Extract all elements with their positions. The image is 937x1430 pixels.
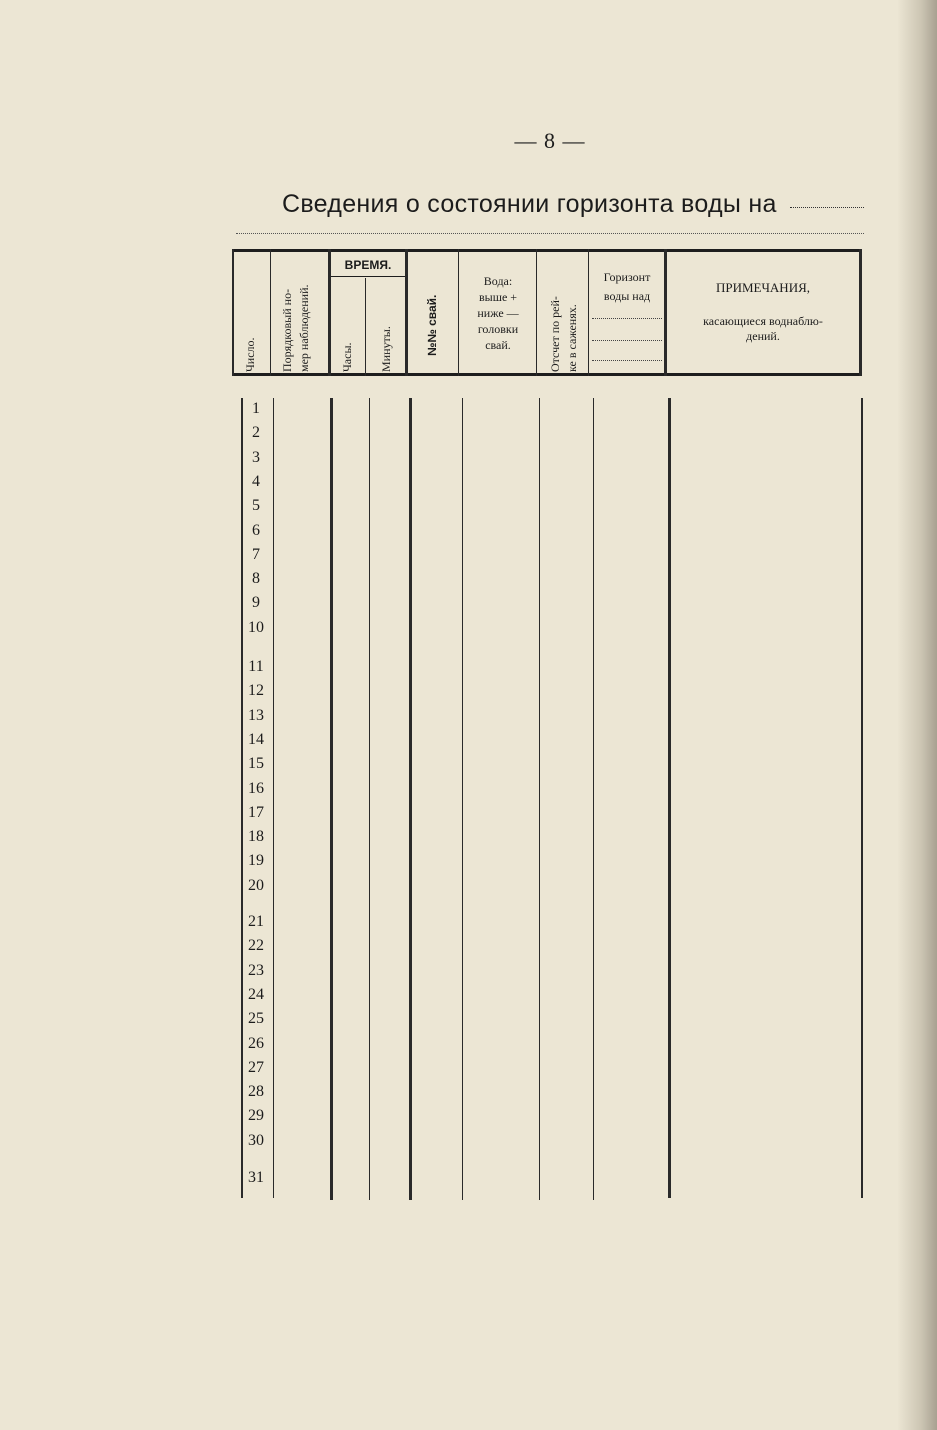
header-notes-1: ПРИМЕЧАНИЯ, [715, 280, 811, 295]
day-number: 5 [252, 497, 260, 515]
day-number: 15 [248, 755, 264, 773]
day-number: 1 [252, 400, 260, 417]
header-reading-2: ке в саженях. [565, 304, 579, 372]
page-edge-shadow [897, 0, 937, 1430]
header-day: Число. [243, 337, 257, 372]
day-number: 7 [252, 545, 260, 563]
body-col-line [409, 398, 412, 1200]
day-number: 23 [248, 961, 264, 979]
header-col-line [859, 249, 862, 376]
header-col-line [232, 249, 234, 376]
header-minutes: Минуты. [379, 326, 393, 372]
day-number: 17 [248, 803, 264, 821]
day-number: 31 [248, 1169, 264, 1186]
day-number: 27 [248, 1058, 264, 1076]
horizon-blank-3 [592, 360, 662, 361]
header-horizon-1: Горизонт [603, 270, 651, 284]
day-number: 29 [248, 1107, 264, 1125]
body-col-line [273, 398, 274, 1198]
day-number: 18 [248, 828, 264, 846]
day-number: 30 [248, 1131, 264, 1149]
day-number: 22 [248, 937, 264, 955]
header-water-3: ниже — [477, 306, 519, 320]
day-number: 21 [248, 913, 264, 930]
day-number: 11 [248, 658, 264, 675]
header-water-2: выше + [478, 290, 518, 304]
header-notes-2: касающиеся воднаблю- [703, 314, 823, 328]
table-header [232, 249, 862, 377]
header-water-5: свай. [485, 338, 511, 352]
day-number: 6 [252, 521, 260, 539]
day-number: 10 [248, 618, 264, 636]
page-number: — 8 — [514, 128, 586, 153]
day-number: 2 [252, 424, 260, 442]
horizon-blank-2 [592, 340, 662, 341]
header-col-line [270, 249, 271, 376]
header-serial-1: Порядковый но- [280, 288, 294, 372]
day-number: 24 [248, 985, 264, 1003]
day-number: 16 [248, 779, 264, 797]
header-reading-1: Отсчет по рей- [548, 296, 562, 372]
day-number: 3 [252, 448, 260, 466]
title-blank-line [790, 207, 864, 208]
header-water-1: Вода: [483, 274, 513, 288]
day-number: 12 [248, 682, 264, 700]
header-hours: Часы. [340, 342, 354, 372]
body-col-line [330, 398, 333, 1200]
header-notes-3: дений. [746, 329, 780, 343]
day-number: 25 [248, 1010, 264, 1028]
day-number: 8 [252, 570, 260, 588]
day-number: 4 [252, 472, 260, 490]
body-col-line [539, 398, 540, 1200]
day-number: 26 [248, 1034, 264, 1052]
body-col-line [668, 398, 671, 1198]
header-col-line [365, 278, 366, 376]
day-number: 19 [248, 852, 264, 870]
header-bottom-rule [232, 373, 862, 376]
header-col-line [536, 249, 537, 376]
body-col-line [593, 398, 594, 1200]
page-title: Сведения о состоянии горизонта воды на [282, 190, 777, 218]
body-col-line [369, 398, 370, 1200]
header-col-line [458, 249, 459, 376]
day-number: 14 [248, 730, 264, 748]
subtitle-blank-line [236, 233, 864, 234]
day-number: 13 [248, 706, 264, 724]
header-horizon-2: воды над [603, 289, 651, 303]
day-number: 28 [248, 1083, 264, 1101]
day-number: 20 [248, 876, 264, 894]
header-col-line [664, 249, 667, 376]
header-serial-2: мер наблюдений. [297, 284, 311, 372]
header-col-line [588, 249, 589, 376]
body-col-line [241, 398, 243, 1198]
header-col-line [405, 249, 408, 376]
day-number: 9 [252, 594, 260, 612]
horizon-blank-1 [592, 318, 662, 319]
header-water-4: головки [477, 322, 519, 336]
time-subheader-rule [330, 276, 406, 277]
body-col-line [462, 398, 463, 1200]
header-pile-number: №№ свай. [425, 294, 439, 356]
header-time: ВРЕМЯ. [344, 258, 392, 272]
body-col-line [861, 398, 863, 1198]
